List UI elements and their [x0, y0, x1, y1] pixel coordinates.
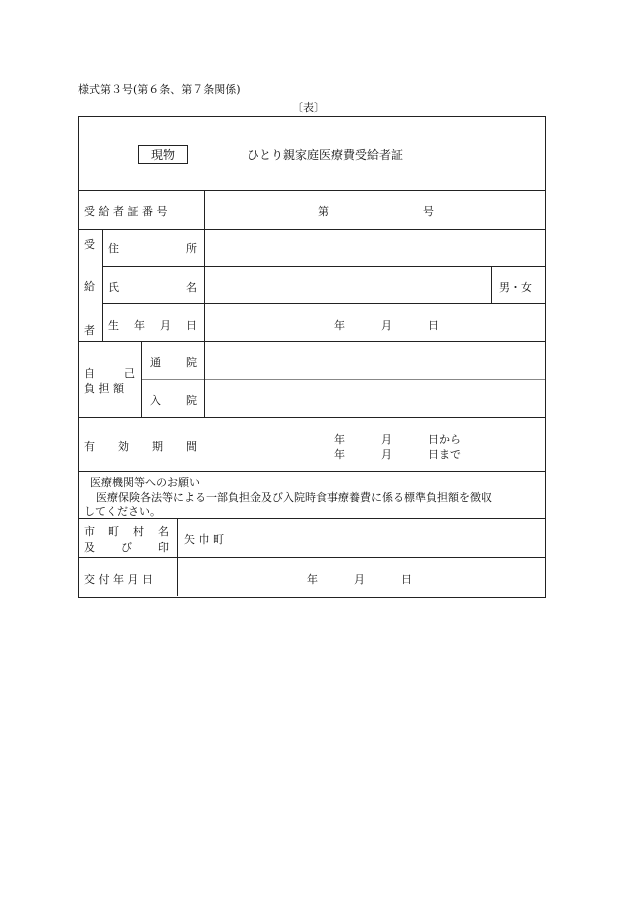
issue-date-label: 交 付 年 月 日	[84, 573, 153, 586]
validity-to-month: 月	[381, 448, 392, 461]
validity-from-day: 日から	[428, 433, 461, 446]
notice-body-line-2: してください。	[84, 505, 161, 518]
divider	[102, 229, 103, 341]
municipality-label-6: び	[121, 541, 132, 554]
divider	[78, 190, 545, 191]
validity-label-1: 有	[84, 440, 95, 453]
municipality-label-7: 印	[158, 541, 169, 554]
address-label-b: 所	[186, 242, 197, 255]
validity-label-3: 期	[152, 440, 163, 453]
divider	[204, 190, 205, 418]
cert-number-label: 受 給 者 証 番 号	[84, 205, 168, 218]
birth-label-4: 日	[186, 319, 197, 332]
front-side-label: 〔表〕	[292, 101, 325, 114]
validity-to-day: 日まで	[428, 448, 461, 461]
name-label-a: 氏	[108, 281, 119, 294]
address-label-a: 住	[108, 242, 119, 255]
divider	[102, 266, 545, 267]
municipality-label-4: 名	[158, 525, 169, 538]
issue-month: 月	[354, 573, 365, 586]
certificate-title: ひとり親家庭医療費受給者証	[247, 148, 404, 162]
self-pay-label-futangaku: 負 担 額	[84, 382, 124, 395]
birth-month: 月	[381, 319, 392, 332]
issue-day: 日	[401, 573, 412, 586]
validity-from-year: 年	[334, 433, 345, 446]
birth-label-2: 年	[134, 319, 145, 332]
certificate-frame	[78, 116, 546, 598]
cert-number-go: 号	[423, 205, 434, 218]
name-label-b: 名	[186, 281, 197, 294]
divider	[177, 518, 178, 596]
outpatient-label-a: 通	[150, 356, 161, 369]
divider	[78, 557, 545, 558]
recipient-label-3: 者	[84, 324, 95, 337]
inpatient-label-a: 入	[150, 394, 161, 407]
municipality-label-5: 及	[84, 541, 95, 554]
genbutsu-badge-label: 現物	[151, 148, 176, 162]
validity-label-4: 間	[186, 440, 197, 453]
issue-year: 年	[307, 573, 318, 586]
divider	[491, 266, 492, 303]
notice-body-line-1: 医療保険各法等による一部負担金及び入院時食事療養費に係る標準負担額を徴収	[96, 491, 492, 504]
municipality-label-1: 市	[84, 525, 95, 538]
recipient-label-2: 給	[84, 280, 95, 293]
self-pay-label-ko: 己	[124, 367, 135, 380]
cert-number-dai: 第	[318, 205, 329, 218]
recipient-label-1: 受	[84, 238, 95, 251]
outpatient-label-b: 院	[186, 356, 197, 369]
validity-from-month: 月	[381, 433, 392, 446]
divider	[141, 379, 545, 380]
divider	[78, 229, 545, 230]
form-number: 様式第３号(第６条、第７条関係)	[78, 83, 241, 96]
birth-label-1: 生	[108, 319, 119, 332]
birth-label-3: 月	[160, 319, 171, 332]
divider	[78, 341, 545, 342]
birth-day: 日	[428, 319, 439, 332]
divider	[78, 471, 545, 472]
municipality-name: 矢 巾 町	[184, 533, 224, 546]
validity-to-year: 年	[334, 448, 345, 461]
divider	[141, 341, 142, 417]
birth-year: 年	[334, 319, 345, 332]
notice-title: 医療機関等へのお願い	[90, 476, 200, 489]
sex-option: 男・女	[499, 281, 532, 294]
municipality-label-2: 町	[108, 525, 119, 538]
divider	[102, 303, 545, 304]
self-pay-label-ji: 自	[84, 367, 95, 380]
inpatient-label-b: 院	[186, 394, 197, 407]
validity-label-2: 効	[118, 440, 129, 453]
divider	[78, 417, 545, 418]
municipality-label-3: 村	[133, 525, 144, 538]
